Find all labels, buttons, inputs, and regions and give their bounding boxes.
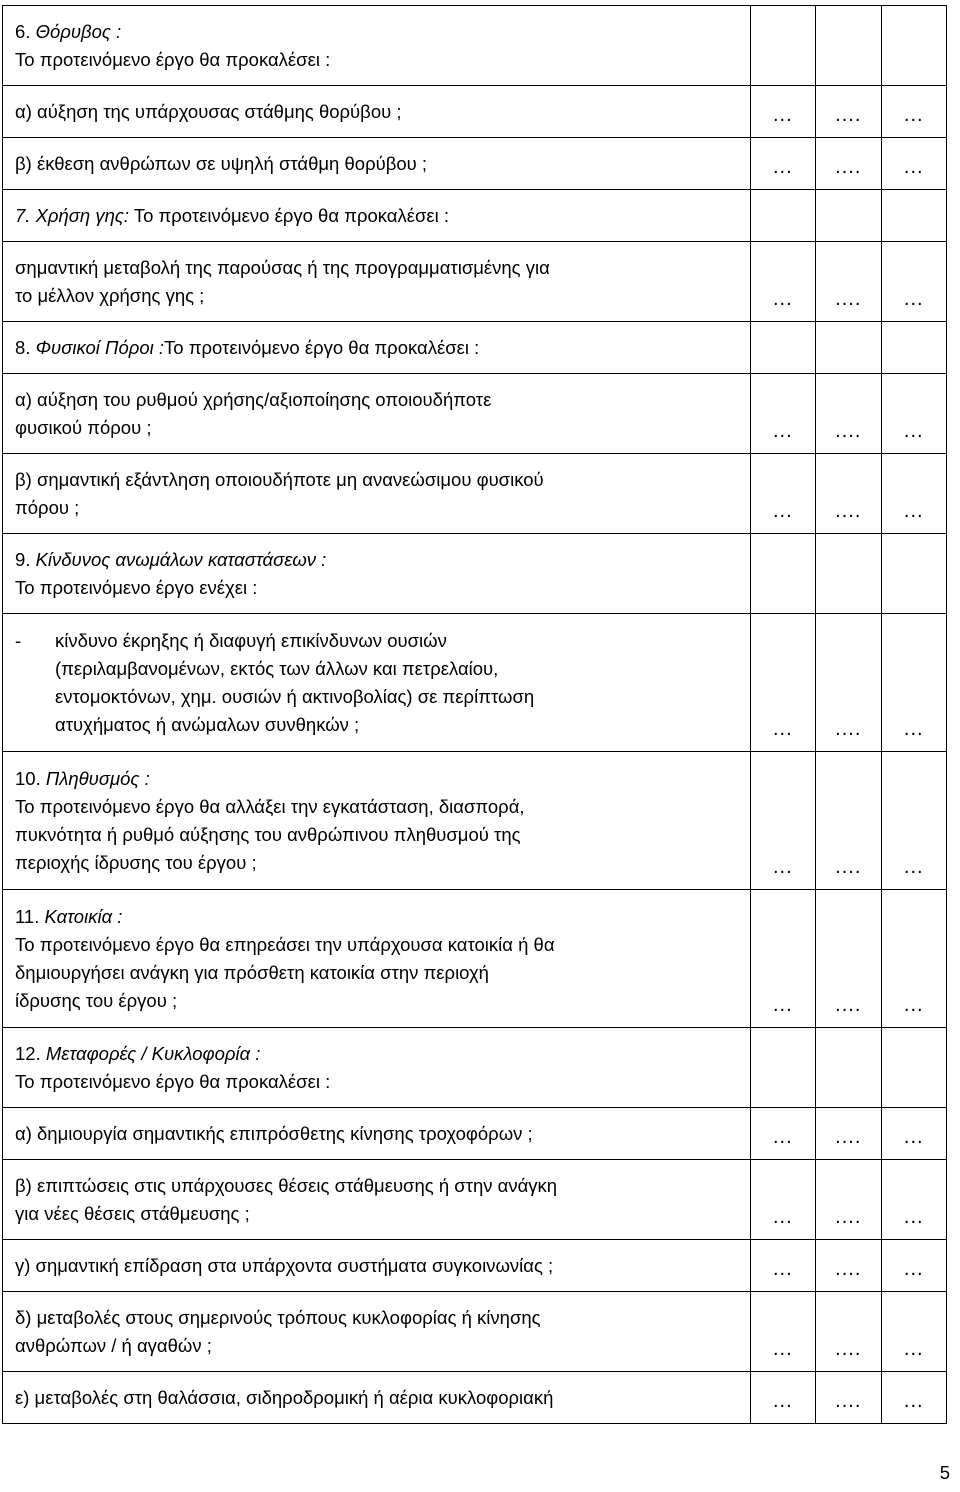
answer-placeholder	[751, 233, 815, 241]
table-row	[3, 242, 947, 322]
answer-placeholder	[751, 1099, 815, 1107]
answer-placeholder: ...	[773, 104, 793, 126]
table-row	[3, 190, 947, 242]
answer-placeholder: ...	[773, 1258, 793, 1280]
question-line: ε) μεταβολές στη θαλάσσια, σιδηροδρομική ή αέρια κυκλοφοριακή	[15, 1386, 554, 1408]
answer-placeholder: ....	[835, 104, 862, 126]
question-cell	[3, 6, 751, 86]
section-heading: Θόρυβος :	[35, 20, 122, 42]
answer-cell[interactable]	[881, 534, 946, 614]
question-line	[15, 18, 740, 46]
answer-placeholder: ....	[835, 420, 862, 442]
table-row	[3, 1108, 947, 1160]
answer-cell[interactable]	[881, 1108, 946, 1160]
answer-cell[interactable]	[816, 534, 881, 614]
section-heading: 7. Χρήση γης:	[15, 204, 129, 226]
answer-placeholder: ....	[835, 500, 862, 522]
answer-cell[interactable]	[881, 1292, 946, 1372]
answer-cell[interactable]	[816, 1160, 881, 1240]
section-number: 10.	[15, 767, 46, 789]
section-number: 9.	[15, 548, 36, 570]
table-row	[3, 322, 947, 374]
question-line: α) αύξηση του ρυθμού χρήσης/αξιοποίησης οποιουδήποτε	[15, 388, 492, 410]
answer-placeholder	[882, 1099, 946, 1107]
section-number: 8.	[15, 336, 36, 358]
question-line: πόρου ;	[15, 496, 80, 518]
question-line: ίδρυσης του έργου ;	[15, 989, 178, 1011]
table-row	[3, 86, 947, 138]
question-cell	[3, 1292, 751, 1372]
answer-cell[interactable]	[750, 1108, 815, 1160]
answer-cell[interactable]	[750, 322, 815, 374]
table-row	[3, 534, 947, 614]
table-row	[3, 1028, 947, 1108]
answer-placeholder: ...	[903, 1206, 924, 1228]
answer-cell[interactable]	[816, 6, 881, 86]
questionnaire-sheet	[2, 5, 947, 1424]
answer-placeholder: ....	[835, 1206, 862, 1228]
table-row	[3, 752, 947, 890]
question-line: β) έκθεση ανθρώπων σε υψηλή στάθμη θορύβου ;	[15, 152, 428, 174]
question-line: για νέες θέσεις στάθμευσης ;	[15, 1202, 250, 1224]
answer-placeholder: ...	[773, 718, 793, 740]
question-line: το μέλλον χρήσης γης ;	[15, 284, 205, 306]
answer-placeholder: ...	[903, 288, 924, 310]
table-row	[3, 1372, 947, 1424]
answer-cell[interactable]	[750, 6, 815, 86]
table-row	[3, 138, 947, 190]
question-line: κίνδυνο έκρηξης ή διαφυγή επικίνδυνων ουσιών	[55, 629, 447, 651]
question-cell	[3, 614, 751, 752]
answer-cell[interactable]	[816, 1292, 881, 1372]
answer-placeholder	[751, 77, 815, 85]
answer-cell[interactable]	[816, 890, 881, 1028]
answer-placeholder: ....	[835, 288, 862, 310]
section-number: 6.	[15, 20, 36, 42]
page-number: 5	[939, 1462, 950, 1483]
question-text: Το προτεινόμενο έργο θα προκαλέσει :	[164, 336, 480, 358]
answer-placeholder: ...	[773, 156, 793, 178]
answer-cell[interactable]	[750, 752, 815, 890]
question-cell	[3, 1160, 751, 1240]
section-heading: Κίνδυνος ανωμάλων καταστάσεων :	[35, 548, 327, 570]
question-line	[15, 765, 740, 793]
question-cell	[3, 454, 751, 534]
answer-cell[interactable]	[881, 1028, 946, 1108]
question-line	[15, 202, 740, 230]
answer-cell[interactable]	[881, 138, 946, 190]
section-heading: Πληθυσμός :	[45, 767, 150, 789]
answer-cell[interactable]	[881, 1240, 946, 1292]
question-cell	[3, 374, 751, 454]
answer-placeholder: ...	[773, 856, 793, 878]
answer-placeholder: ...	[903, 1338, 924, 1360]
answer-cell[interactable]	[816, 138, 881, 190]
assessment-table-body	[3, 6, 947, 1424]
section-number: 11.	[15, 905, 45, 927]
answer-placeholder: ...	[903, 104, 924, 126]
answer-placeholder: ....	[835, 1338, 862, 1360]
answer-cell[interactable]	[816, 86, 881, 138]
answer-cell[interactable]	[881, 6, 946, 86]
question-cell	[3, 190, 751, 242]
question-line: δ) μεταβολές στους σημερινούς τρόπους κυκλοφορίας ή κίνησης	[15, 1306, 541, 1328]
answer-placeholder	[816, 77, 880, 85]
answer-cell[interactable]	[816, 1240, 881, 1292]
question-line: φυσικού πόρου ;	[15, 416, 152, 438]
question-line: α) δημιουργία σημαντικής επιπρόσθετης κίνησης τροχοφόρων ;	[15, 1122, 533, 1144]
table-row	[3, 1240, 947, 1292]
answer-placeholder: ...	[903, 1390, 924, 1412]
question-line: ανθρώπων / ή αγαθών ;	[15, 1334, 212, 1356]
answer-placeholder: ...	[773, 420, 793, 442]
answer-cell[interactable]	[816, 1108, 881, 1160]
question-cell	[3, 1108, 751, 1160]
answer-placeholder: ....	[835, 1390, 862, 1412]
question-line: πυκνότητα ή ρυθμό αύξησης του ανθρώπινου πληθυσμού της	[15, 823, 521, 845]
answer-cell[interactable]	[816, 752, 881, 890]
table-row	[3, 1292, 947, 1372]
answer-placeholder: ...	[903, 994, 924, 1016]
answer-cell[interactable]	[816, 1028, 881, 1108]
answer-placeholder: ....	[835, 856, 862, 878]
answer-placeholder: ....	[835, 718, 862, 740]
answer-placeholder	[882, 233, 946, 241]
answer-placeholder: ...	[773, 1390, 793, 1412]
table-row	[3, 1160, 947, 1240]
section-heading: Μεταφορές / Κυκλοφορία :	[45, 1042, 261, 1064]
question-cell	[3, 1240, 751, 1292]
answer-placeholder	[816, 365, 880, 373]
answer-cell[interactable]	[816, 1372, 881, 1424]
answer-placeholder: ...	[773, 1338, 793, 1360]
answer-placeholder: ...	[773, 1206, 793, 1228]
question-line: Το προτεινόμενο έργο θα προκαλέσει :	[15, 48, 331, 70]
answer-placeholder: ...	[903, 1126, 924, 1148]
answer-cell[interactable]	[881, 1372, 946, 1424]
section-heading: Φυσικοί Πόροι :	[35, 336, 165, 358]
answer-cell[interactable]	[750, 190, 815, 242]
question-line: δημιουργήσει ανάγκη για πρόσθετη κατοικία στην περιοχή	[15, 961, 489, 983]
answer-cell[interactable]	[750, 138, 815, 190]
answer-cell[interactable]	[750, 1372, 815, 1424]
answer-placeholder: ...	[903, 1258, 924, 1280]
question-text: Το προτεινόμενο έργο θα προκαλέσει :	[129, 204, 450, 226]
answer-placeholder: ....	[835, 1126, 862, 1148]
question-line: ατυχήματος ή ανώμαλων συνθηκών ;	[55, 713, 360, 735]
table-row	[3, 614, 947, 752]
answer-placeholder	[882, 365, 946, 373]
table-row	[3, 6, 947, 86]
section-number: 12.	[15, 1042, 46, 1064]
table-row	[3, 454, 947, 534]
answer-placeholder: ...	[903, 856, 924, 878]
answer-cell[interactable]	[816, 454, 881, 534]
bullet-dash: -	[15, 629, 22, 651]
table-row	[3, 890, 947, 1028]
answer-cell[interactable]	[816, 374, 881, 454]
answer-cell[interactable]	[750, 374, 815, 454]
question-cell	[3, 1372, 751, 1424]
question-line: σημαντική μεταβολή της παρούσας ή της προγραμματισμένης για	[15, 256, 550, 278]
question-line: Το προτεινόμενο έργο θα προκαλέσει :	[15, 1070, 331, 1092]
answer-placeholder: ....	[835, 994, 862, 1016]
question-line: γ) σημαντική επίδραση στα υπάρχοντα συστήματα συγκοινωνίας ;	[15, 1254, 554, 1276]
answer-cell[interactable]	[816, 614, 881, 752]
answer-cell[interactable]	[750, 242, 815, 322]
question-cell	[3, 890, 751, 1028]
assessment-table	[2, 5, 947, 1424]
question-line: (περιλαμβανομένων, εκτός των άλλων και πετρελαίου,	[55, 657, 499, 679]
question-line	[15, 1040, 740, 1068]
answer-cell[interactable]	[750, 1240, 815, 1292]
answer-cell[interactable]	[750, 1160, 815, 1240]
answer-cell[interactable]	[816, 322, 881, 374]
answer-cell[interactable]	[750, 454, 815, 534]
answer-cell[interactable]	[881, 1160, 946, 1240]
section-heading: Κατοικία :	[44, 905, 123, 927]
question-line	[15, 546, 740, 574]
answer-cell[interactable]	[881, 752, 946, 890]
answer-cell[interactable]	[750, 1292, 815, 1372]
answer-placeholder: ...	[903, 718, 924, 740]
answer-placeholder	[816, 605, 880, 613]
answer-placeholder: ...	[903, 420, 924, 442]
question-line	[15, 334, 740, 362]
answer-placeholder	[816, 1099, 880, 1107]
answer-placeholder: ....	[835, 1258, 862, 1280]
question-cell	[3, 322, 751, 374]
question-line: α) αύξηση της υπάρχουσας στάθμης θορύβου ;	[15, 100, 402, 122]
answer-cell[interactable]	[881, 374, 946, 454]
answer-cell[interactable]	[750, 890, 815, 1028]
answer-placeholder	[751, 365, 815, 373]
answer-cell[interactable]	[816, 190, 881, 242]
table-row	[3, 374, 947, 454]
question-cell	[3, 86, 751, 138]
answer-placeholder	[882, 77, 946, 85]
answer-placeholder: ...	[773, 1126, 793, 1148]
answer-cell[interactable]	[750, 534, 815, 614]
answer-placeholder	[751, 605, 815, 613]
answer-cell[interactable]	[881, 242, 946, 322]
answer-cell[interactable]	[881, 322, 946, 374]
answer-cell[interactable]	[881, 190, 946, 242]
answer-placeholder: ...	[773, 994, 793, 1016]
answer-cell[interactable]	[750, 86, 815, 138]
answer-cell[interactable]	[750, 614, 815, 752]
answer-cell[interactable]	[881, 454, 946, 534]
answer-cell[interactable]	[881, 890, 946, 1028]
question-cell	[3, 242, 751, 322]
question-line: εντομοκτόνων, χημ. ουσιών ή ακτινοβολίας) σε περίπτωση	[55, 685, 535, 707]
answer-placeholder: ...	[773, 500, 793, 522]
answer-cell[interactable]	[816, 242, 881, 322]
question-line: περιοχής ίδρυσης του έργου ;	[15, 851, 257, 873]
answer-placeholder: ...	[903, 500, 924, 522]
answer-placeholder	[882, 605, 946, 613]
question-cell	[3, 1028, 751, 1108]
answer-cell[interactable]	[750, 1028, 815, 1108]
answer-placeholder	[816, 233, 880, 241]
answer-cell[interactable]	[881, 614, 946, 752]
question-line: β) σημαντική εξάντληση οποιουδήποτε μη ανανεώσιμου φυσικού	[15, 468, 544, 490]
answer-placeholder: ....	[835, 156, 862, 178]
question-cell	[3, 138, 751, 190]
question-line: Το προτεινόμενο έργο θα αλλάξει την εγκατάσταση, διασπορά,	[15, 795, 525, 817]
answer-cell[interactable]	[881, 86, 946, 138]
answer-placeholder: ...	[773, 288, 793, 310]
question-cell	[3, 752, 751, 890]
answer-placeholder: ...	[903, 156, 924, 178]
question-line	[15, 903, 740, 931]
question-cell	[3, 534, 751, 614]
question-line: Το προτεινόμενο έργο θα επηρεάσει την υπάρχουσα κατοικία ή θα	[15, 933, 555, 955]
question-line: β) επιπτώσεις στις υπάρχουσες θέσεις στάθμευσης ή στην ανάγκη	[15, 1174, 558, 1196]
question-line: Το προτεινόμενο έργο ενέχει :	[15, 576, 258, 598]
